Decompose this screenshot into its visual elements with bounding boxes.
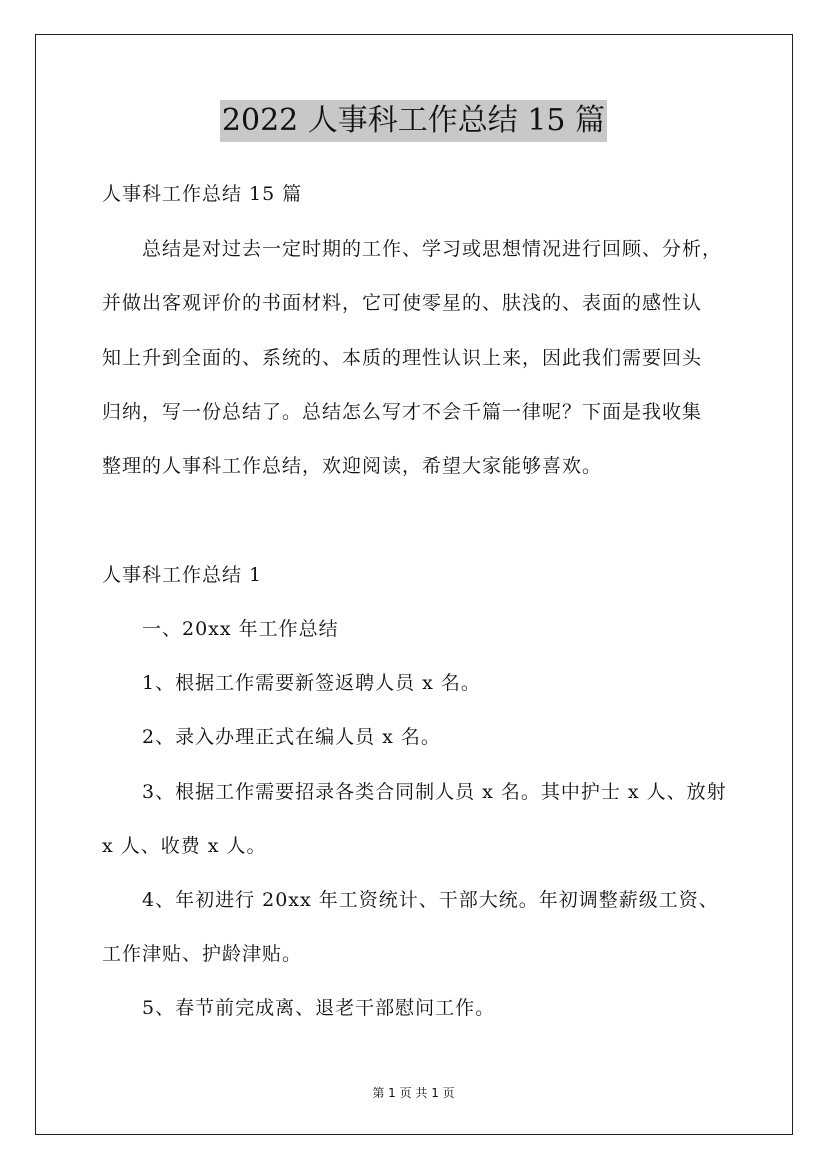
list-item: 1、根据工作需要新签返聘人员 x 名。	[142, 672, 481, 694]
intro-line: 整理的人事科工作总结，欢迎阅读，希望大家能够喜欢。	[102, 455, 603, 477]
section-subheading: 一、20xx 年工作总结	[142, 618, 339, 640]
document-title: 2022 人事科工作总结 15 篇	[220, 100, 607, 142]
title-container	[0, 100, 827, 142]
subtitle: 人事科工作总结 15 篇	[102, 183, 303, 205]
list-item-continuation: 工作津贴、护龄津贴。	[102, 943, 303, 965]
list-item: 2、录入办理正式在编人员 x 名。	[142, 726, 441, 748]
intro-line: 知上升到全面的、系统的、本质的理性认识上来，因此我们需要回头	[102, 347, 703, 369]
intro-line: 归纳，写一份总结了。总结怎么写才不会千篇一律呢？下面是我收集	[102, 401, 703, 423]
list-item-continuation: x 人、收费 x 人。	[102, 835, 267, 857]
section-heading: 人事科工作总结 1	[102, 564, 263, 586]
list-item: 5、春节前完成离、退老干部慰问工作。	[142, 997, 496, 1019]
intro-line: 总结是对过去一定时期的工作、学习或思想情况进行回顾、分析，	[142, 238, 723, 260]
page-footer: 第 1 页 共 1 页	[372, 1086, 455, 1100]
list-item: 4、年初进行 20xx 年工资统计、干部大统。年初调整薪级工资、	[142, 889, 719, 911]
intro-line: 并做出客观评价的书面材料，它可使零星的、肤浅的、表面的感性认	[102, 292, 703, 314]
list-item: 3、根据工作需要招录各类合同制人员 x 名。其中护士 x 人、放射	[142, 781, 727, 803]
